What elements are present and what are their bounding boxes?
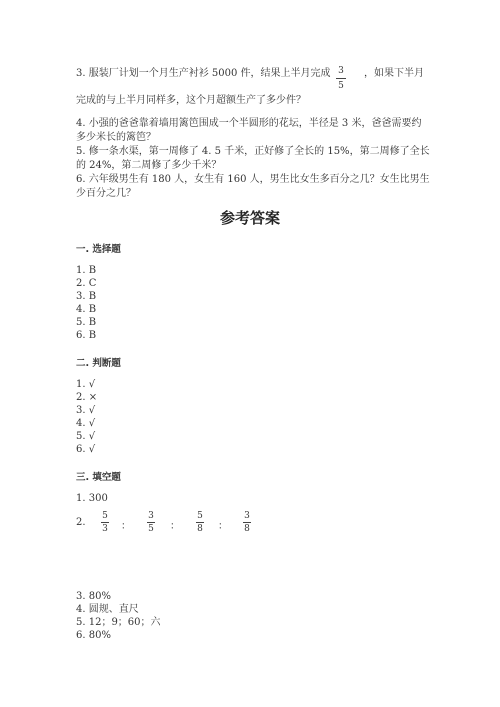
problem-4-line-2: 多少米长的篱笆？ [76,132,156,143]
fraction-numerator: 5 [102,511,108,521]
answer-item: 4. √ [76,418,96,429]
answer-item: 3. 80% [76,591,111,602]
answer-item: 2. C [76,278,97,289]
answer-fraction [101,511,109,534]
problem-6-line-1: 6. 六年级男生有 180 人，女生有 160 人，男生比女生多百分之几？女生比男生 [76,174,430,185]
answer-item: 1. √ [76,379,96,390]
answer-item: 4. B [76,304,97,315]
section-heading-judgment: 二. 判断题 [76,358,121,369]
fraction-bar [147,522,155,523]
answer-item: 6. B [76,330,97,341]
answer-fraction [196,511,204,534]
answer-item: 1. 300 [76,493,108,504]
answer-item: 2. [76,517,86,528]
answer-item: 2. × [76,392,98,403]
answer-item: 1. B [76,265,97,276]
fraction-denominator: 3 [102,524,108,534]
fraction-bar [196,522,204,523]
section-heading-choice: 一. 选择题 [76,244,121,255]
answer-item: 3. B [76,291,97,302]
fraction-denominator: 5 [338,81,344,91]
problem-3-fraction [336,66,346,91]
ratio-colon: ： [218,521,228,532]
problem-6-line-2: 少百分之几？ [76,188,136,199]
section-heading-fill-blank: 三. 填空题 [76,472,121,483]
fraction-bar [336,78,346,79]
answer-item: 4. 圆规、直尺 [76,604,139,615]
fraction-numerator: 3 [244,511,250,521]
answer-item: 3. √ [76,405,96,416]
fraction-numerator: 3 [338,66,344,76]
fraction-numerator: 5 [197,511,203,521]
ratio-colon: ： [121,521,131,532]
ratio-colon: ： [170,521,180,532]
fraction-bar [243,522,251,523]
problem-5-line-2: 的 24%，第二周修了多少千米？ [76,160,222,171]
problem-3-line-1-end: ，如果下半月 [364,68,424,79]
fraction-denominator: 5 [148,524,154,534]
answers-title: 参考答案 [219,209,280,227]
fraction-denominator: 8 [197,524,203,534]
problem-3-line-1: 3. 服装厂计划一个月生产衬衫 5000 件，结果上半月完成 [76,68,331,79]
answer-item: 5. B [76,317,97,328]
answer-fraction [243,511,251,534]
answer-item: 6. √ [76,444,96,455]
problem-5-line-1: 5. 修一条水渠，第一周修了 4. 5 千米，正好修了全长的 15%，第二周修了全长 [76,146,430,157]
answer-fraction [147,511,155,534]
fraction-numerator: 3 [148,511,154,521]
problem-4-line-1: 4. 小强的爸爸靠着墙用篱笆围成一个半圆形的花坛，半径是 3 米，爸爸需要约 [76,118,422,129]
fraction-bar [101,522,109,523]
answer-item: 5. 12；9；60；六 [76,617,161,628]
answer-item: 6. 80% [76,630,111,641]
problem-3-line-2: 完成的与上半月同样多，这个月超额生产了多少件？ [76,95,306,106]
answer-item: 5. √ [76,431,96,442]
fraction-denominator: 8 [244,524,250,534]
